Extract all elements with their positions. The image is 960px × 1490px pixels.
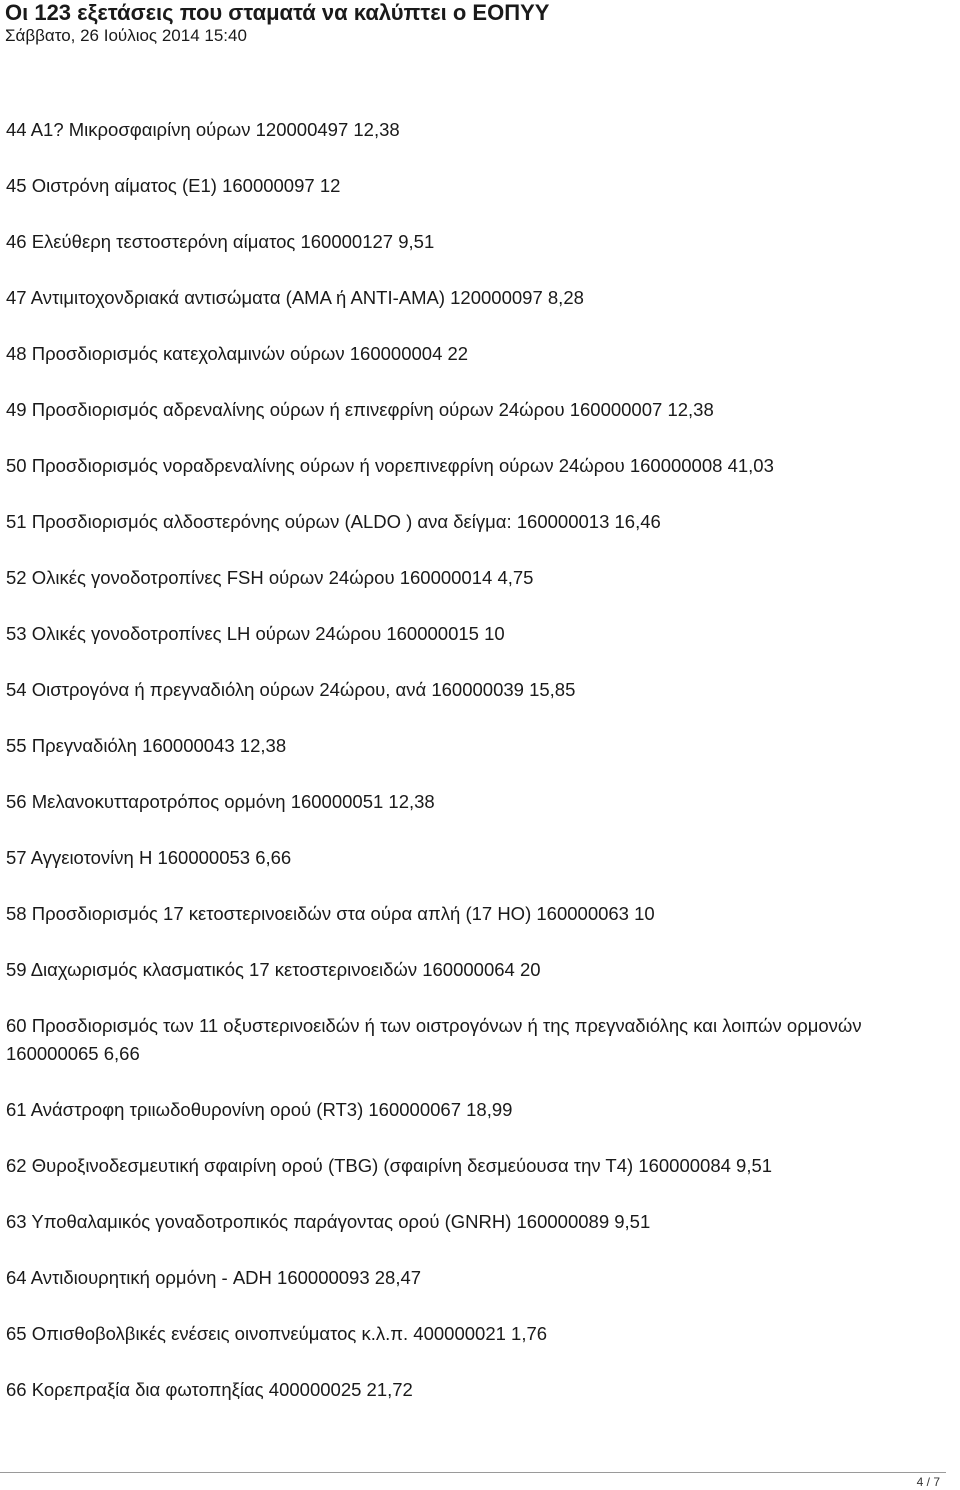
document-header: [0, 0, 960, 52]
list-item: 51 Προσδιορισμός αλδοστερόνης ούρων (ALDO ) ανα δείγμα: 160000013 16,46: [6, 511, 661, 532]
list-item: 64 Αντιδιουρητική ορμόνη - ADH 160000093 28,47: [6, 1267, 422, 1288]
list-item: 58 Προσδιορισμός 17 κετοστερινοειδών στα ούρα απλή (17 ΗΟ) 160000063 10: [6, 903, 655, 924]
document-date: Σάββατο, 26 Ιούλιος 2014 15:40: [5, 26, 247, 45]
list-item: 57 Αγγειοτονίνη Η 160000053 6,66: [6, 847, 292, 868]
list-item: 52 Ολικές γονοδοτροπίνες FSH ούρων 24ώρου 160000014 4,75: [6, 567, 534, 588]
list-item: 63 Υποθαλαμικός γοναδοτροπικός παράγοντας ορού (GNRH) 160000089 9,51: [6, 1211, 651, 1232]
list-item: 56 Μελανοκυτταροτρόπος ορμόνη 160000051 12,38: [6, 791, 435, 812]
list-item: 54 Οιστρογόνα ή πρεγναδιόλη ούρων 24ώρου, ανά 160000039 15,85: [6, 679, 576, 700]
list-item: 62 Θυροξινοδεσμευτική σφαιρίνη ορού (TBG) (σφαιρίνη δεσμεύουσα την Τ4) 160000084 9,51: [6, 1155, 773, 1176]
list-item: 60 Προσδιορισμός των 11 οξυστερινοειδών ή των οιστρογόνων ή της πρεγναδιόλης και λοιπών ορμονών 160000065 6,66: [6, 1015, 862, 1064]
exam-list: [6, 116, 954, 1432]
page-number: 4 / 7: [916, 1475, 940, 1489]
list-item: 48 Προσδιορισμός κατεχολαμινών ούρων 160000004 22: [6, 343, 469, 364]
list-item: 59 Διαχωρισμός κλασματικός 17 κετοστερινοειδών 160000064 20: [6, 959, 541, 980]
list-item: 66 Κορεπραξία δια φωτοπηξίας 400000025 21,72: [6, 1379, 413, 1400]
list-item: 49 Προσδιορισμός αδρεναλίνης ούρων ή επινεφρίνη ούρων 24ώρου 160000007 12,38: [6, 399, 714, 420]
list-item: 55 Πρεγναδιόλη 160000043 12,38: [6, 735, 287, 756]
list-item: 46 Ελεύθερη τεστοστερόνη αίματος 160000127 9,51: [6, 231, 435, 252]
document-title: Οι 123 εξετάσεις που σταματά να καλύπτει ο ΕΟΠΥΥ: [5, 0, 550, 25]
list-item: 61 Ανάστροφη τριιωδοθυρονίνη ορού (RT3) 160000067 18,99: [6, 1099, 513, 1120]
footer-divider: [0, 1472, 946, 1473]
list-item: 44 Α1? Μικροσφαιρίνη ούρων 120000497 12,38: [6, 119, 400, 140]
list-item: 65 Οπισθοβολβικές ενέσεις οινοπνεύματος κ.λ.π. 400000021 1,76: [6, 1323, 548, 1344]
list-item: 47 Αντιμιτοχονδριακά αντισώματα (ΑΜΑ ή ΑΝΤΙ-ΑΜΑ) 120000097 8,28: [6, 287, 584, 308]
list-item: 53 Ολικές γονοδοτροπίνες LH ούρων 24ώρου 160000015 10: [6, 623, 505, 644]
list-item: 45 Οιστρόνη αίματος (Ε1) 160000097 12: [6, 175, 341, 196]
list-item: 50 Προσδιορισμός νοραδρεναλίνης ούρων ή νορεπινεφρίνη ούρων 24ώρου 160000008 41,03: [6, 455, 774, 476]
